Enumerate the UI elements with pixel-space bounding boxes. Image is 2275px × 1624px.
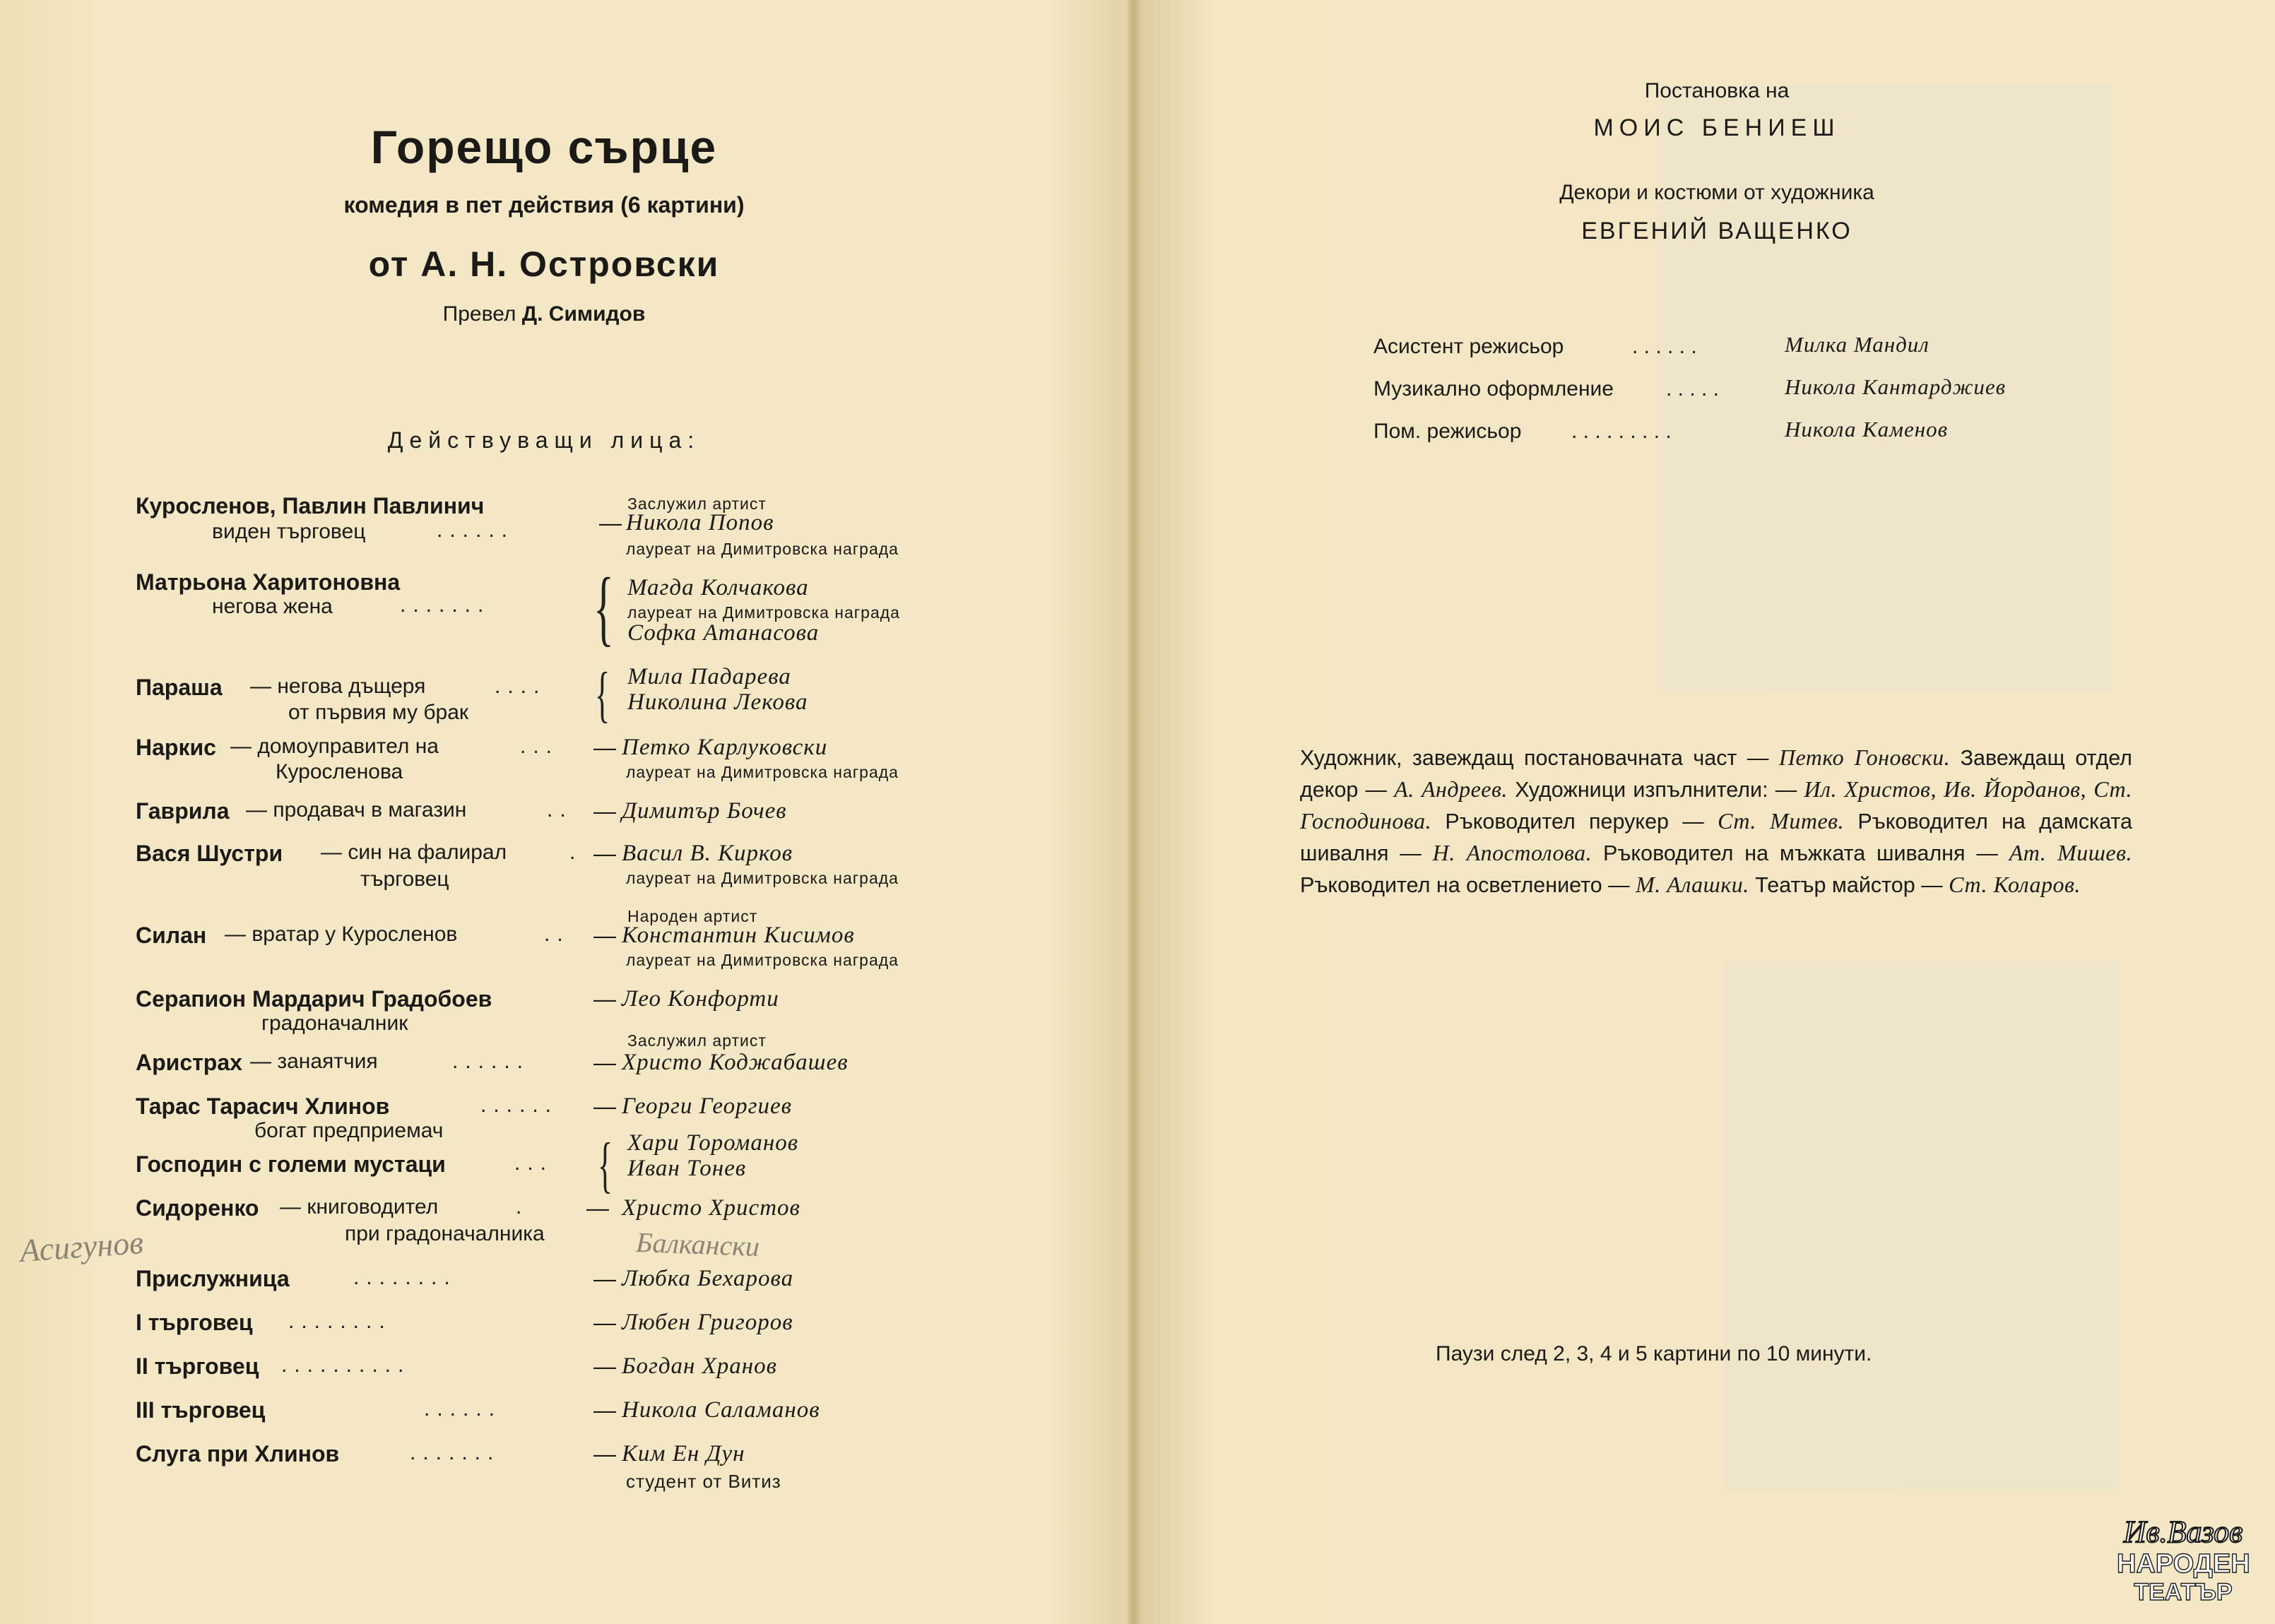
cast-actor: Никола Попов bbox=[626, 510, 774, 535]
cast-role-desc: при градоначалника bbox=[345, 1222, 545, 1245]
crew-name: Милка Мандил bbox=[1785, 332, 1930, 357]
cast-actor: Софка Атанасова bbox=[627, 620, 820, 646]
leader-dots: .. bbox=[547, 798, 573, 822]
cast-role-desc: — син на фалирал bbox=[321, 841, 507, 864]
leader-dots: . . . . . bbox=[1666, 377, 1720, 401]
actor-award-note: лауреат на Димитровска награда bbox=[626, 869, 899, 887]
book-gutter bbox=[1128, 0, 1140, 1624]
actor-award-note: лауреат на Димитровска награда bbox=[627, 603, 900, 622]
para-text: Ръководител перукер — bbox=[1431, 810, 1718, 834]
cast-role-desc: — негова дъщеря bbox=[250, 675, 426, 698]
designer-name: ЕВГЕНИЙ ВАЩЕНКО bbox=[1581, 218, 1852, 244]
cast-role-desc: богат предприемач bbox=[254, 1119, 444, 1142]
cast-heading: Действуващи лица: bbox=[387, 427, 701, 453]
crew-role: Асистент режисьор bbox=[1373, 335, 1564, 358]
actor-title-note: Народен артист bbox=[627, 907, 758, 925]
cast-role: Гаврила bbox=[136, 798, 230, 824]
play-author: от А. Н. Островски bbox=[368, 244, 720, 284]
cast-actor: Константин Кисимов bbox=[622, 923, 855, 948]
cast-role: Господин с големи мустаци bbox=[136, 1151, 446, 1177]
para-name: А. Андреев. bbox=[1394, 776, 1508, 802]
cast-dash: — bbox=[593, 1441, 616, 1466]
cast-actor: Ким Ен Дун bbox=[622, 1441, 745, 1466]
cast-actor: Христо Коджабашев bbox=[622, 1050, 849, 1075]
cast-role-desc: търговец bbox=[360, 867, 449, 891]
cast-role-desc: — продавач в магазин bbox=[246, 798, 467, 822]
leader-dots: . . . . . . bbox=[1632, 335, 1697, 358]
leader-dots: ........ bbox=[288, 1310, 392, 1333]
handwritten-note: Асигунов bbox=[18, 1223, 145, 1269]
cast-actor: Любка Бехарова bbox=[622, 1266, 794, 1291]
cast-actor: Лео Конфорти bbox=[622, 986, 779, 1012]
para-name: Н. Апостолова. bbox=[1432, 840, 1592, 865]
actor-award-note: лауреат на Димитровска награда bbox=[626, 763, 899, 781]
cast-actor: Магда Колчакова bbox=[627, 575, 809, 600]
logo-line-2: ТЕАТЪР bbox=[2134, 1579, 2233, 1606]
cast-role: Слуга при Хлинов bbox=[136, 1441, 340, 1466]
leader-dots: ...... bbox=[480, 1093, 559, 1117]
cast-role-desc: градоначалник bbox=[261, 1012, 408, 1035]
leader-dots: . . . . . . . . . bbox=[1571, 420, 1672, 443]
cast-actor: Христо Христов bbox=[622, 1195, 800, 1221]
leader-dots: .. bbox=[544, 923, 570, 946]
cast-dash: — bbox=[599, 510, 622, 535]
para-text: Завеждащ отдел декор — bbox=[1300, 746, 2132, 802]
leader-dots: ........ bbox=[353, 1266, 457, 1289]
cast-role: II търговец bbox=[136, 1353, 259, 1379]
staging-label: Постановка на bbox=[1644, 79, 1790, 102]
cast-dash: — bbox=[593, 1093, 616, 1119]
para-text: Художник, завеждащ постановачната част — bbox=[1300, 746, 1779, 770]
brace-mark: { bbox=[595, 660, 610, 729]
actor-title-note: Заслужил артист bbox=[627, 494, 767, 513]
cast-actor: Петко Карлуковски bbox=[622, 735, 828, 760]
cast-role: Параша bbox=[136, 675, 223, 700]
cast-dash: — bbox=[593, 923, 616, 948]
cast-dash: — bbox=[593, 798, 616, 824]
leader-dots: . bbox=[516, 1195, 529, 1219]
design-label: Декори и костюми от художника bbox=[1559, 181, 1874, 204]
cast-actor: Мила Падарева bbox=[627, 664, 791, 689]
brace-mark: { bbox=[598, 1131, 613, 1199]
cast-role-desc: — книговодител bbox=[280, 1195, 439, 1219]
para-name: М. Алашки. bbox=[1636, 872, 1749, 897]
para-name: Ст. Митев. bbox=[1718, 808, 1845, 834]
handwritten-note: Балкански bbox=[635, 1226, 760, 1263]
crew-name: Никола Каменов bbox=[1785, 417, 1949, 441]
cast-role-desc: виден търговец bbox=[212, 520, 366, 543]
leader-dots: ....... bbox=[410, 1441, 501, 1464]
cast-actor: Димитър Бочев bbox=[622, 798, 787, 824]
leader-dots: ....... bbox=[400, 593, 491, 617]
cast-role-desc: негова жена bbox=[212, 595, 333, 618]
play-title: Горещо сърце bbox=[370, 121, 718, 173]
cast-role: III търговец bbox=[136, 1397, 266, 1423]
bleed-through-shadow-lower bbox=[1724, 961, 2120, 1490]
para-text: Ръководител на дамската шивалня — bbox=[1300, 810, 2132, 865]
cast-dash: — bbox=[593, 1310, 616, 1335]
cast-actor: Николина Лекова bbox=[627, 689, 808, 715]
cast-actor: Богдан Хранов bbox=[622, 1353, 778, 1379]
intermission-note: Паузи след 2, 3, 4 и 5 картини по 10 минути. bbox=[1436, 1342, 1872, 1365]
cast-role: Наркис bbox=[136, 735, 216, 760]
para-name: Ил. Христов, Ив. Йорданов, Ст. Господинова. bbox=[1300, 776, 2133, 834]
cast-role-desc: от първия му брак bbox=[288, 701, 469, 724]
cast-role: Аристрах bbox=[136, 1050, 242, 1075]
para-text: Театър майстор — bbox=[1749, 873, 1949, 897]
leader-dots: ...... bbox=[437, 518, 515, 542]
cast-role: Серапион Мардарич Градобоев bbox=[136, 986, 492, 1012]
cast-dash: — bbox=[593, 735, 616, 760]
actor-award-note: лауреат на Димитровска награда bbox=[626, 540, 899, 558]
technical-staff-paragraph bbox=[1300, 742, 2132, 901]
translator-prefix: Превел bbox=[442, 302, 516, 326]
director-name: МОИС БЕНИЕШ bbox=[1593, 114, 1840, 141]
cast-role: Матрьона Харитоновна bbox=[136, 569, 401, 595]
leader-dots: ...... bbox=[452, 1050, 531, 1073]
play-subtitle: комедия в пет действия (6 картини) bbox=[343, 192, 745, 218]
para-text: Ръководител на осветлението — bbox=[1300, 873, 1636, 897]
leader-dots: .......... bbox=[281, 1353, 411, 1377]
brace-mark: { bbox=[593, 560, 614, 654]
cast-actor: Хари Тороманов bbox=[627, 1130, 799, 1156]
cast-dash: — bbox=[586, 1195, 609, 1221]
crew-role: Пом. режисьор bbox=[1373, 420, 1522, 443]
cast-actor: Любен Григоров bbox=[622, 1310, 793, 1335]
actor-title-note: Заслужил артист bbox=[627, 1031, 767, 1050]
translator-name: Д. Симидов bbox=[521, 302, 646, 326]
leader-dots: ...... bbox=[424, 1397, 502, 1421]
para-name: Ст. Коларов. bbox=[1949, 872, 2081, 897]
para-name: Ат. Мишев. bbox=[2009, 840, 2132, 865]
para-text: Ръководител на мъжката шивалня — bbox=[1592, 841, 2009, 865]
translator-line bbox=[268, 302, 820, 326]
leader-dots: . bbox=[569, 841, 583, 864]
cast-dash: — bbox=[593, 1050, 616, 1075]
logo-signature: Ив.Вазов bbox=[2123, 1515, 2243, 1549]
actor-award-note: студент от Витиз bbox=[626, 1471, 781, 1492]
cast-actor: Георги Георгиев bbox=[622, 1093, 792, 1119]
leader-dots: .... bbox=[495, 675, 547, 698]
actor-award-note: лауреат на Димитровска награда bbox=[626, 951, 899, 969]
cast-role: Сидоренко bbox=[136, 1195, 259, 1221]
para-text: Художници изпълнители: — bbox=[1507, 778, 1804, 802]
cast-role: Тарас Тарасич Хлинов bbox=[136, 1093, 390, 1119]
cast-role-desc: — домоуправител на bbox=[230, 735, 439, 758]
cast-role: Куросленов, Павлин Павлинич bbox=[136, 493, 485, 518]
cast-dash: — bbox=[593, 841, 616, 866]
national-theatre-logo bbox=[2117, 1514, 2250, 1611]
cast-role: Вася Шустри bbox=[136, 841, 283, 866]
cast-role-desc: — вратар у Куросленов bbox=[225, 923, 458, 946]
cast-actor: Никола Саламанов bbox=[622, 1397, 820, 1423]
cast-role: I търговец bbox=[136, 1310, 253, 1335]
cast-dash: — bbox=[593, 1397, 616, 1423]
crew-name: Никола Кантарджиев bbox=[1785, 374, 2007, 399]
cast-actor: Васил В. Кирков bbox=[622, 841, 793, 866]
cast-dash: — bbox=[593, 1266, 616, 1291]
crew-role: Музикално оформление bbox=[1373, 377, 1614, 401]
leader-dots: ... bbox=[520, 735, 560, 758]
cast-role: Силан bbox=[136, 923, 207, 948]
para-name: Петко Гоновски. bbox=[1778, 745, 1951, 770]
cast-actor: Иван Тонев bbox=[627, 1156, 747, 1181]
cast-role: Прислужница bbox=[136, 1266, 290, 1291]
cast-dash: — bbox=[593, 986, 616, 1012]
cast-dash: — bbox=[593, 1353, 616, 1379]
leader-dots: ... bbox=[514, 1151, 554, 1175]
cast-role-desc: Куросленова bbox=[276, 760, 403, 783]
cast-role-desc: — занаятчия bbox=[250, 1050, 378, 1073]
logo-line-1: НАРОДЕН bbox=[2117, 1549, 2250, 1579]
